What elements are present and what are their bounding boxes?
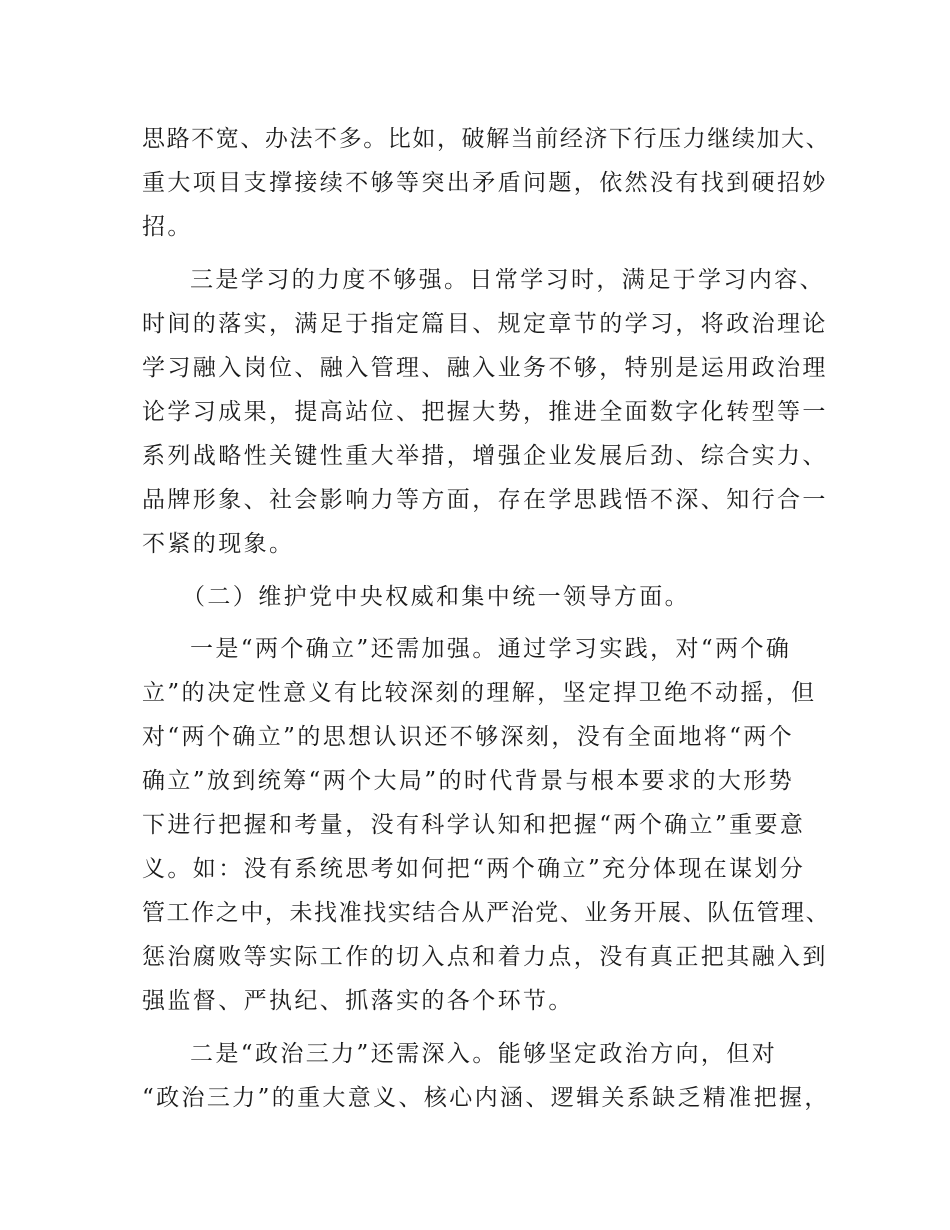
- paragraph-2-line-6: 品牌形象、社会影响力等方面，存在学思践悟不深、知行合一: [142, 487, 828, 513]
- paragraph-2-line-5: 系列战略性关键性重大举措，增强企业发展后劲、综合实力、: [142, 443, 828, 469]
- paragraph-2-line-3: 学习融入岗位、融入管理、融入业务不够，特别是运用政治理: [142, 355, 828, 381]
- paragraph-4-line-8: 惩治腐败等实际工作的切入点和着力点，没有真正把其融入到: [142, 944, 828, 970]
- paragraph-4-line-5: 下进行把握和考量，没有科学认知和把握“两个确立”重要意: [142, 812, 806, 838]
- paragraph-2-line-2: 时间的落实，满足于指定篇目、规定章节的学习，将政治理论: [142, 311, 828, 337]
- paragraph-1-line-2: 重大项目支撑接续不够等突出矛盾问题，依然没有找到硬招妙: [142, 170, 828, 196]
- paragraph-2-line-1: 三是学习的力度不够强。日常学习时，满足于学习内容、: [190, 267, 825, 293]
- paragraph-4-line-7: 管工作之中，未找准找实结合从严治党、业务开展、队伍管理、: [142, 900, 831, 926]
- paragraph-4-line-4: 确立”放到统筹“两个大局”的时代背景与根本要求的大形势: [142, 768, 795, 794]
- paragraph-1-line-3: 招。: [142, 214, 193, 240]
- paragraph-2-line-4: 论学习成果，提高站位、把握大势，推进全面数字化转型等一: [142, 399, 828, 425]
- paragraph-5-line-2: “政治三力”的重大意义、核心内涵、逻辑关系缺乏精准把握，: [142, 1085, 830, 1111]
- paragraph-2-line-7: 不紧的现象。: [142, 531, 295, 557]
- paragraph-4-line-2: 立”的决定性意义有比较深刻的理解，坚定捍卫绝不动摇，但: [142, 680, 817, 706]
- paragraph-4-line-1: 一是“两个确立”还需加强。通过学习实践，对“两个确: [190, 636, 792, 662]
- section-heading: （二）维护党中央权威和集中统一领导方面。: [182, 584, 690, 610]
- paragraph-4-line-9: 强监督、严执纪、抓落实的各个环节。: [142, 988, 574, 1014]
- paragraph-4-line-3: 对“两个确立”的思想认识还不够深刻，没有全面地将“两个: [142, 724, 795, 750]
- paragraph-4-line-6: 义。如：没有系统思考如何把“两个确立”充分体现在谋划分: [142, 856, 806, 882]
- paragraph-5-line-1: 二是“政治三力”还需深入。能够坚定政治方向，但对: [190, 1041, 778, 1067]
- paragraph-1-line-1: 思路不宽、办法不多。比如，破解当前经济下行压力继续加大、: [142, 126, 831, 152]
